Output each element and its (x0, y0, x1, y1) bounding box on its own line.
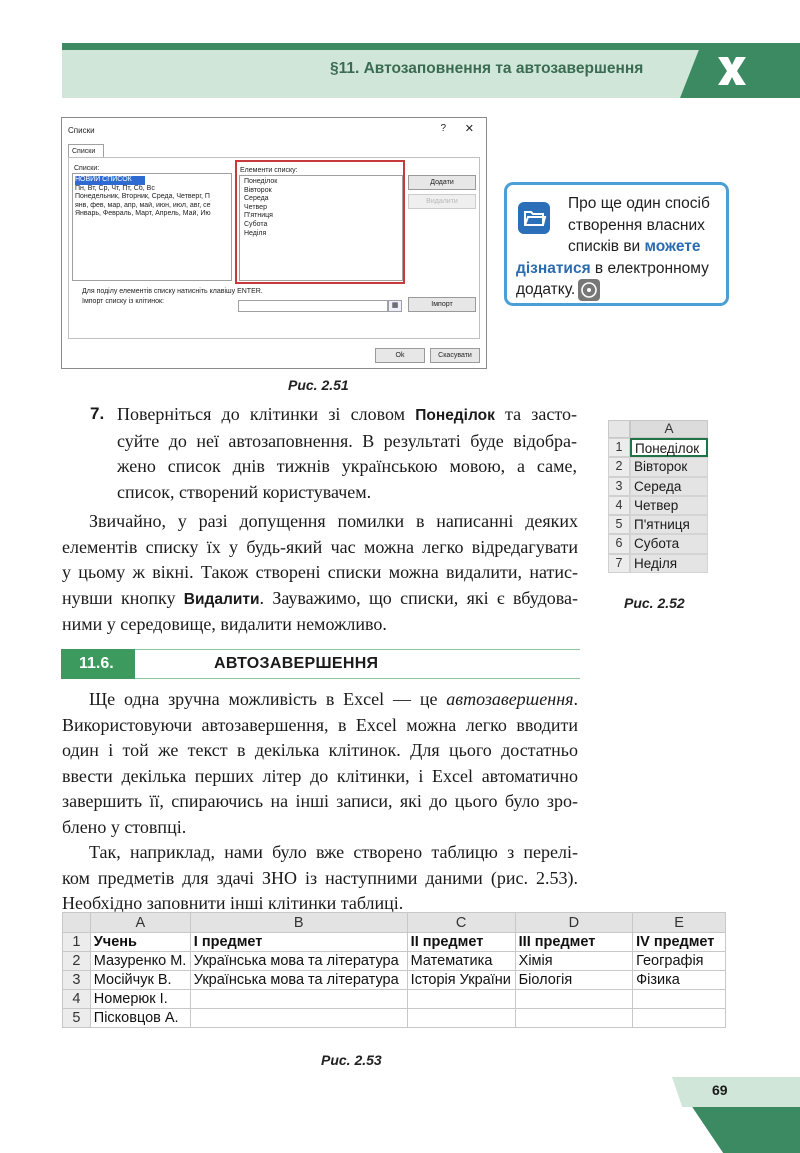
sheet-cell[interactable]: Номерюк І. (90, 990, 190, 1009)
sheet-cell[interactable]: Середа (630, 477, 708, 496)
sheet-cell[interactable]: Пісковцов А. (90, 1009, 190, 1028)
list-item[interactable]: Понедельник, Вторник, Среда, Четверг, П (75, 193, 210, 200)
caption-fig-2-51: Рис. 2.51 (288, 377, 349, 393)
column-header[interactable]: B (190, 913, 407, 933)
sheet-cell[interactable]: І предмет (190, 933, 407, 952)
sheet-cell[interactable] (407, 1009, 515, 1028)
sheet-cell[interactable] (190, 1009, 407, 1028)
import-button[interactable]: Імпорт (408, 297, 476, 312)
list-entry: Четвер (244, 203, 267, 211)
sheet-cell[interactable]: П'ятниця (630, 515, 708, 534)
info-line: в електронному (590, 259, 709, 277)
caption-fig-2-52: Рис. 2.52 (624, 595, 685, 611)
list-item[interactable]: янв, фев, мар, апр, май, июн, июл, авг, се (75, 201, 211, 209)
sheet-cell[interactable]: Українська мова та література (190, 971, 407, 990)
sheet-cell[interactable]: Українська мова та література (190, 952, 407, 971)
row-header[interactable]: 2 (608, 457, 630, 476)
column-header[interactable]: D (515, 913, 632, 933)
sheet-cell[interactable]: Хімія (515, 952, 632, 971)
row-header[interactable]: 5 (608, 515, 630, 534)
row-header[interactable]: 4 (63, 990, 91, 1009)
list-entry: Понеділок (244, 178, 278, 185)
row-header[interactable]: 2 (63, 952, 91, 971)
text-line: Ще одна зручна можливість в Excel — це (89, 689, 447, 709)
tab-lists[interactable]: Списки (68, 144, 104, 158)
text-line: Звичайно, у разі допущення помилки в написанні деяких (89, 511, 578, 531)
page-number-band (672, 1077, 800, 1107)
info-line: Про ще один спосіб (568, 195, 710, 212)
sheet-cell[interactable]: Фізика (633, 971, 726, 990)
text-line: елементів списку їх у будь-який час можна легко відредагувати (62, 536, 578, 557)
list-entry: Субота (244, 220, 268, 228)
text-line: . Зауважимо, що списки, які є вбудова- (259, 587, 578, 608)
section-number: 11.6. (61, 649, 135, 679)
list-entry: Неділя (244, 229, 267, 237)
weekdays-sheet (608, 420, 708, 573)
add-button[interactable]: Додати (408, 175, 476, 190)
term: автозавершення (446, 689, 574, 709)
sheet-corner[interactable] (608, 420, 630, 438)
row-header[interactable]: 1 (608, 438, 630, 457)
info-link[interactable]: можете (644, 238, 701, 255)
text-line: та засто- (494, 404, 577, 424)
info-line: додатку. (516, 281, 576, 299)
list-item[interactable]: Январь, Февраль, Март, Апрель, Май, Ию (75, 210, 211, 217)
text-line: ними у середовище, видалити неможливо. (62, 614, 387, 634)
row-header[interactable]: 3 (608, 477, 630, 496)
text-line: ком предметів для здачі ЗНО із наступними даними (рис. 2.53). (62, 867, 578, 888)
sheet-corner[interactable] (63, 913, 91, 933)
list-item[interactable]: Пн, Вт, Ср, Чт, Пт, Сб, Вс (75, 184, 155, 192)
sheet-cell[interactable]: Неділя (630, 554, 708, 573)
list-entry: П'ятниця (244, 212, 273, 220)
sheet-cell[interactable]: ІІ предмет (407, 933, 515, 952)
highlight-frame (235, 160, 405, 284)
sheet-cell[interactable] (515, 1009, 632, 1028)
sheet-cell[interactable]: Географія (633, 952, 726, 971)
import-range-input[interactable] (238, 300, 388, 312)
step-7-text (117, 402, 577, 505)
list-entry: Вівторок (244, 186, 272, 194)
lists-label: Списки: (74, 165, 100, 172)
text-line: блено у стовпці. (62, 816, 187, 837)
info-box (504, 182, 729, 306)
row-header[interactable]: 7 (608, 554, 630, 573)
sheet-cell[interactable] (515, 990, 632, 1009)
excel-x-icon (712, 43, 752, 98)
sheet-cell[interactable]: ІІІ предмет (515, 933, 632, 952)
row-header[interactable]: 6 (608, 534, 630, 553)
info-text (507, 193, 725, 301)
text-line: . (573, 689, 578, 709)
range-select-icon[interactable]: ▦ (388, 300, 402, 312)
info-link[interactable]: дізнатися (516, 259, 591, 277)
header-stripe (62, 43, 800, 50)
text-line: Необхідно заповнити інші клітинки таблиці. (62, 893, 404, 913)
section-title: АВТОЗАВЕРШЕННЯ (214, 655, 379, 672)
sheet-cell[interactable] (633, 1009, 726, 1028)
dialog-hint: Для поділу елементів списку натисніть клавішу ENTER. (82, 288, 263, 295)
sheet-cell[interactable]: Понеділок (630, 438, 708, 457)
help-icon[interactable]: ? (440, 123, 446, 134)
sheet-cell[interactable]: Учень (90, 933, 190, 952)
column-header[interactable]: A (90, 913, 190, 933)
paragraph-autocomplete (62, 687, 578, 840)
list-item[interactable]: НОВИЙ СПИСОК (75, 176, 145, 185)
keyword: Понеділок (415, 407, 495, 424)
row-header[interactable]: 3 (63, 971, 91, 990)
row-header[interactable]: 1 (63, 933, 91, 952)
text-line: суйте до неї автозаповнення. В результаті буде відобра- (117, 430, 577, 451)
close-icon[interactable]: ✕ (464, 123, 474, 135)
sheet-cell[interactable]: IV предмет (633, 933, 726, 952)
text-line: ввести декілька перших літер до клітинки, і Excel автоматично (62, 765, 578, 786)
sheet-cell[interactable] (190, 990, 407, 1009)
row-header[interactable]: 5 (63, 1009, 91, 1028)
sheet-cell[interactable]: Математика (407, 952, 515, 971)
chapter-title: §11. Автозаповнення та автозавершення (330, 60, 644, 77)
sheet-cell[interactable]: Мазуренко М. (90, 952, 190, 971)
page-number: 69 (712, 1082, 728, 1098)
import-label: Імпорт списку із клітинок: (82, 298, 164, 305)
text-line: Використовуючи автозавершення, в Excel можна легко вводити (62, 714, 578, 735)
text-line: жено список днів тижнів українською мовою, а саме, (117, 456, 577, 476)
text-line: один і той же текст в декілька клітинок. Для цього достатньо (62, 740, 578, 760)
disc-icon (578, 279, 600, 301)
sheet-cell[interactable]: Субота (630, 534, 708, 553)
sheet-cell[interactable]: Мосійчук В. (90, 971, 190, 990)
column-header[interactable]: A (630, 420, 708, 438)
text-line: Поверніться до клітинки зі словом (117, 404, 416, 424)
text-line: завершить її, спираючись на інші записи, які до цього було зро- (62, 791, 578, 811)
text-line: список, створений користувачем. (117, 481, 372, 502)
column-header[interactable]: E (633, 913, 726, 933)
info-line: списків ви (568, 238, 645, 255)
keyword: Видалити (183, 590, 260, 608)
text-line: нувши кнопку (62, 587, 184, 608)
delete-button[interactable]: Видалити (408, 194, 476, 209)
sheet-cell[interactable]: Четвер (630, 496, 708, 515)
ok-button[interactable]: Ok (375, 348, 425, 363)
text-line: Так, наприклад, нами було вже створено таблицю з перелі- (89, 842, 578, 862)
lists-dialog (61, 117, 487, 369)
info-line: створення власних (568, 216, 705, 234)
sheet-cell[interactable]: Вівторок (630, 457, 708, 476)
paragraph-example (62, 840, 578, 917)
dialog-title: Списки (68, 126, 95, 135)
text-line: у цьому ж вікні. Також створені списки можна видалити, натис- (62, 562, 578, 582)
sheet-cell[interactable]: Біологія (515, 971, 632, 990)
caption-fig-2-53: Рис. 2.53 (321, 1052, 382, 1068)
sheet-cell[interactable] (407, 990, 515, 1009)
column-header[interactable]: C (407, 913, 515, 933)
paragraph-edit-lists (62, 509, 578, 638)
sheet-cell[interactable]: Історія України (407, 971, 515, 990)
sheet-cell[interactable] (633, 990, 726, 1009)
step-number: 7. (90, 404, 105, 423)
cancel-button[interactable]: Скасувати (430, 348, 480, 363)
subjects-sheet (62, 912, 726, 1028)
row-header[interactable]: 4 (608, 496, 630, 515)
list-entry: Середа (244, 195, 269, 203)
lists-listbox[interactable] (72, 173, 232, 281)
items-label: Елементи списку: (240, 167, 298, 174)
